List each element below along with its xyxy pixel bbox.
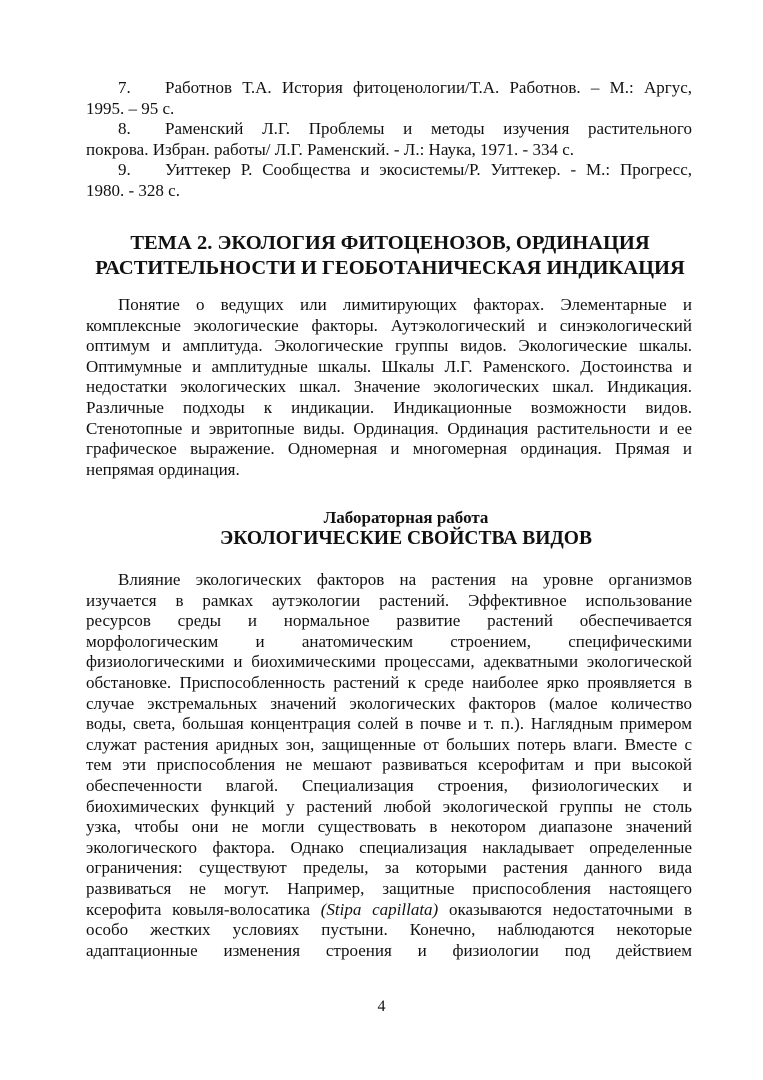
- reference-text: Работнов Т.А. История фитоценологии/Т.А. Работнов. – М.: Аргус,: [165, 78, 692, 97]
- topic-title-line: ТЕМА 2. ЭКОЛОГИЯ ФИТОЦЕНОЗОВ, ОРДИНАЦИЯ: [130, 232, 650, 254]
- text-line: [86, 591, 692, 612]
- text-segment: особо жестких условиях пустыни. Конечно, наблюдаются некоторые: [86, 920, 692, 940]
- text-line: [86, 570, 692, 591]
- reference-item: [86, 160, 692, 201]
- text-line: [86, 879, 692, 900]
- lab-label: Лабораторная работа: [323, 508, 489, 527]
- text-segment: воды, света, большая концентрация солей в почве и т. п.). Наглядным примером: [86, 714, 692, 734]
- text-line: Оптимумные и амплитудные шкалы. Шкалы Л.Г. Раменского. Достоинства и: [86, 356, 692, 376]
- text-segment: развиваться не могут. Например, защитные приспособления настоящего: [86, 878, 692, 898]
- text-segment: ресурсов среды и нормальное развитие растений обеспечивается: [86, 611, 692, 631]
- reference-line: 1995. – 95 с.: [86, 98, 175, 118]
- text-segment: изучается в рамках аутэкологии растений. Эффективное использование: [86, 590, 692, 610]
- text-segment: ограничения: существуют пределы, за которыми растения данного вида: [86, 858, 692, 878]
- text-line: [86, 941, 692, 962]
- text-line: Понятие о ведущих или лимитирующих факторах. Элементарные и: [118, 295, 692, 314]
- lab-title: ЭКОЛОГИЧЕСКИЕ СВОЙСТВА ВИДОВ: [220, 528, 592, 549]
- text-line: [86, 735, 692, 756]
- text-segment: биохимических функций у растений любой экологической группы не столь: [86, 796, 692, 816]
- topic-title: [60, 231, 720, 281]
- text-segment: узка, чтобы они не могли существовать в некотором диапазоне значений: [86, 817, 692, 837]
- reference-line: [86, 160, 692, 181]
- text-line: [86, 900, 692, 921]
- text-line: [86, 694, 692, 715]
- reference-text: Раменский Л.Г. Проблемы и методы изучения растительного: [165, 119, 692, 139]
- text-line: графическое выражение. Одномерная и многомерная ординация. Прямая и: [86, 439, 692, 459]
- lab-heading: [86, 508, 726, 550]
- reference-list: [86, 78, 692, 202]
- text-segment: морфологическим и анатомическим строением, специфическими: [86, 631, 692, 651]
- text-line: [86, 714, 692, 735]
- reference-item: [86, 119, 692, 160]
- reference-line: [86, 119, 692, 140]
- topic-title-line: РАСТИТЕЛЬНОСТИ И ГЕОБОТАНИЧЕСКАЯ ИНДИКАЦИЯ: [95, 257, 685, 279]
- text-segment: случае экстремальных значений экологических факторов (малое количество: [86, 693, 692, 713]
- species-name: (Stipa capillata): [320, 899, 439, 919]
- text-line: комплексные экологические факторы. Аутэкологический и синэкологический: [86, 315, 692, 335]
- text-segment: обеспеченности влагой. Специализация строения, физиологических и: [86, 775, 692, 795]
- text-segment: обстановке. Приспособленность растений к среде наиболее ярко проявляется в: [86, 672, 692, 692]
- page-number: 4: [377, 998, 386, 1015]
- text-segment: ксерофита ковыля-волосатика: [86, 899, 321, 919]
- text-line: [86, 776, 692, 797]
- text-line: [86, 611, 692, 632]
- reference-number: 8.: [118, 119, 131, 139]
- reference-number: 7.: [118, 78, 131, 97]
- text-line: [86, 632, 692, 653]
- text-line: [86, 817, 692, 838]
- text-line: [86, 838, 692, 859]
- text-line: [86, 920, 692, 941]
- reference-line: покрова. Избран. работы/ Л.Г. Раменский. - Л.: Наука, 1971. - 334 с.: [86, 139, 575, 159]
- text-line: [86, 755, 692, 776]
- reference-line: [86, 78, 692, 99]
- text-line: [86, 652, 692, 673]
- text-segment: адаптационные изменения строения и физиологии под действием: [86, 940, 692, 960]
- reference-item: [86, 78, 692, 119]
- lab-paragraph: [86, 570, 692, 961]
- text-segment: экологического фактора. Однако специализация накладывает определенные: [86, 837, 692, 857]
- text-line: [86, 858, 692, 879]
- text-line: недостатки экологических шкал. Значение экологических шкал. Индикация.: [86, 377, 692, 397]
- reference-line: 1980. - 328 с.: [86, 180, 180, 200]
- text-segment: Влияние экологических факторов на растения на уровне организмов: [118, 570, 692, 589]
- text-line: непрямая ординация.: [86, 459, 240, 479]
- text-line: оптимум и амплитуда. Экологические группы видов. Экологические шкалы.: [86, 336, 692, 356]
- text-line: [86, 797, 692, 818]
- text-line: [86, 673, 692, 694]
- reference-number: 9.: [118, 160, 131, 180]
- reference-text: Уиттекер Р. Сообщества и экосистемы/Р. Уиттекер. - М.: Прогресс,: [165, 160, 692, 180]
- text-line: Стенотопные и эвритопные виды. Ординация. Ординация растительности и ее: [86, 418, 692, 438]
- text-segment: тем эти приспособления не мешают развиваться ксерофитам и при высокой: [86, 755, 692, 775]
- text-segment: служат растения аридных зон, защищенные от больших потерь влаги. Вместе с: [86, 734, 692, 754]
- text-segment: физиологическими и биохимическими процессами, адекватными экологической: [86, 652, 692, 672]
- text-line: Различные подходы к индикации. Индикационные возможности видов.: [86, 397, 692, 417]
- text-segment: оказываются недостаточными в: [438, 899, 692, 919]
- topic-paragraph: [86, 295, 692, 480]
